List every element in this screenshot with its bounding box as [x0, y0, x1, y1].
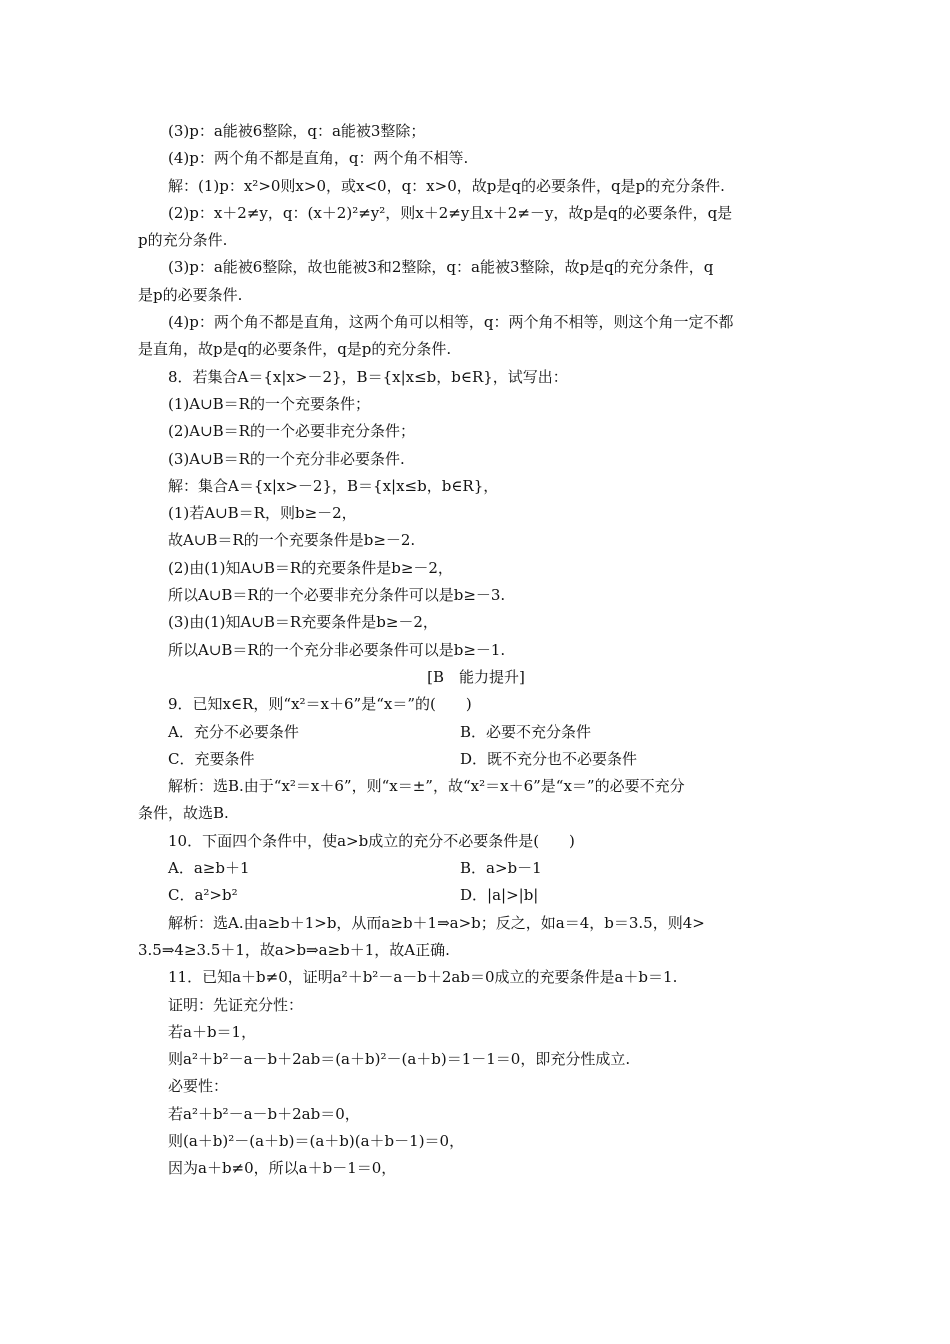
- text-line: (2)A∪B＝R的一个必要非充分条件；: [168, 422, 415, 441]
- text-line: 所以A∪B＝R的一个充分非必要条件可以是b≥－1.: [168, 640, 506, 659]
- text-line: 3.5⇒4≥3.5＋1，故a>b⇒a≥b＋1，故A正确.: [138, 940, 450, 959]
- text-line: 证明：先证充分性：: [168, 995, 304, 1014]
- text-line: (3)p：a能被6整除，故也能被3和2整除，q：a能被3整除，故p是q的充分条件，q: [168, 258, 714, 277]
- options-row: [138, 855, 814, 882]
- question-11: 11．已知a＋b≠0，证明a²＋b²－a－b＋2ab＝0成立的充要条件是a＋b＝1.: [168, 968, 678, 987]
- text-line: 解：集合A＝{x|x>－2}，B＝{x|x≤b，b∈R}，: [168, 476, 499, 495]
- options-row: [138, 719, 814, 746]
- text-line: 是p的必要条件.: [138, 285, 243, 304]
- text-line: 若a²＋b²－a－b＋2ab＝0，: [168, 1104, 360, 1123]
- option-d: D．|a|>|b|: [460, 886, 539, 905]
- options-row: [138, 882, 814, 909]
- text-line: p的充分条件.: [138, 231, 228, 250]
- text-line: (2)p：x＋2≠y，q：(x＋2)²≠y²，则x＋2≠y且x＋2≠－y，故p是q的必要条件，q是: [168, 203, 733, 222]
- option-b: B．a>b－1: [460, 859, 542, 878]
- text-line: (3)由(1)知A∪B＝R充要条件是b≥－2，: [168, 613, 438, 632]
- text-line: 则a²＋b²－a－b＋2ab＝(a＋b)²－(a＋b)＝1－1＝0，即充分性成立.: [168, 1050, 631, 1069]
- text-line: (1)A∪B＝R的一个充要条件；: [168, 394, 370, 413]
- text-line: (2)由(1)知A∪B＝R的充要条件是b≥－2，: [168, 558, 453, 577]
- text-line: 必要性：: [168, 1077, 229, 1096]
- text-line: (3)A∪B＝R的一个充分非必要条件.: [168, 449, 405, 468]
- text-line: (1)若A∪B＝R，则b≥－2，: [168, 504, 357, 523]
- text-line: 故A∪B＝R的一个充要条件是b≥－2.: [168, 531, 416, 550]
- text-line: (4)p：两个角不都是直角，q：两个角不相等.: [168, 149, 469, 168]
- section-heading: [B 能力提升]: [427, 667, 525, 686]
- question-10: 10．下面四个条件中，使a>b成立的充分不必要条件是( ): [168, 831, 575, 850]
- text-line: 因为a＋b≠0，所以a＋b－1＝0，: [168, 1159, 397, 1178]
- document-page: [138, 118, 814, 1183]
- option-c: C．a²>b²: [168, 886, 238, 905]
- option-a: A．充分不必要条件: [168, 722, 299, 741]
- question-9: 9．已知x∈R，则“x²＝x＋6”是“x＝”的( ): [168, 695, 472, 714]
- text-line: 解析：选B.由于“x²＝x＋6”，则“x＝±”，故“x²＝x＋6”是“x＝”的必要不充分: [168, 777, 685, 796]
- question-8: 8．若集合A＝{x|x>－2}，B＝{x|x≤b，b∈R}，试写出：: [168, 367, 568, 386]
- text-line: 则(a＋b)²－(a＋b)＝(a＋b)(a＋b－1)＝0，: [168, 1131, 465, 1150]
- option-d: D．既不充分也不必要条件: [460, 749, 638, 768]
- text-line: 解析：选A.由a≥b＋1>b，从而a≥b＋1⇒a>b；反之，如a＝4，b＝3.5，则4>: [168, 913, 705, 932]
- text-line: 若a＋b＝1，: [168, 1022, 257, 1041]
- text-line: 是直角，故p是q的必要条件，q是p的充分条件.: [138, 340, 452, 359]
- option-b: B．必要不充分条件: [460, 722, 592, 741]
- text-line: 条件，故选B.: [138, 804, 229, 823]
- text-line: 所以A∪B＝R的一个必要非充分条件可以是b≥－3.: [168, 586, 506, 605]
- option-c: C．充要条件: [168, 749, 255, 768]
- option-a: A．a≥b＋1: [168, 859, 250, 878]
- options-row: [138, 746, 814, 773]
- text-line: (4)p：两个角不都是直角，这两个角可以相等，q：两个角不相等，则这个角一定不都: [168, 313, 734, 332]
- text-line: 解：(1)p：x²>0则x>0，或x<0，q：x>0，故p是q的必要条件，q是p的充分条件.: [168, 176, 725, 195]
- text-line: (3)p：a能被6整除，q：a能被3整除；: [168, 122, 426, 140]
